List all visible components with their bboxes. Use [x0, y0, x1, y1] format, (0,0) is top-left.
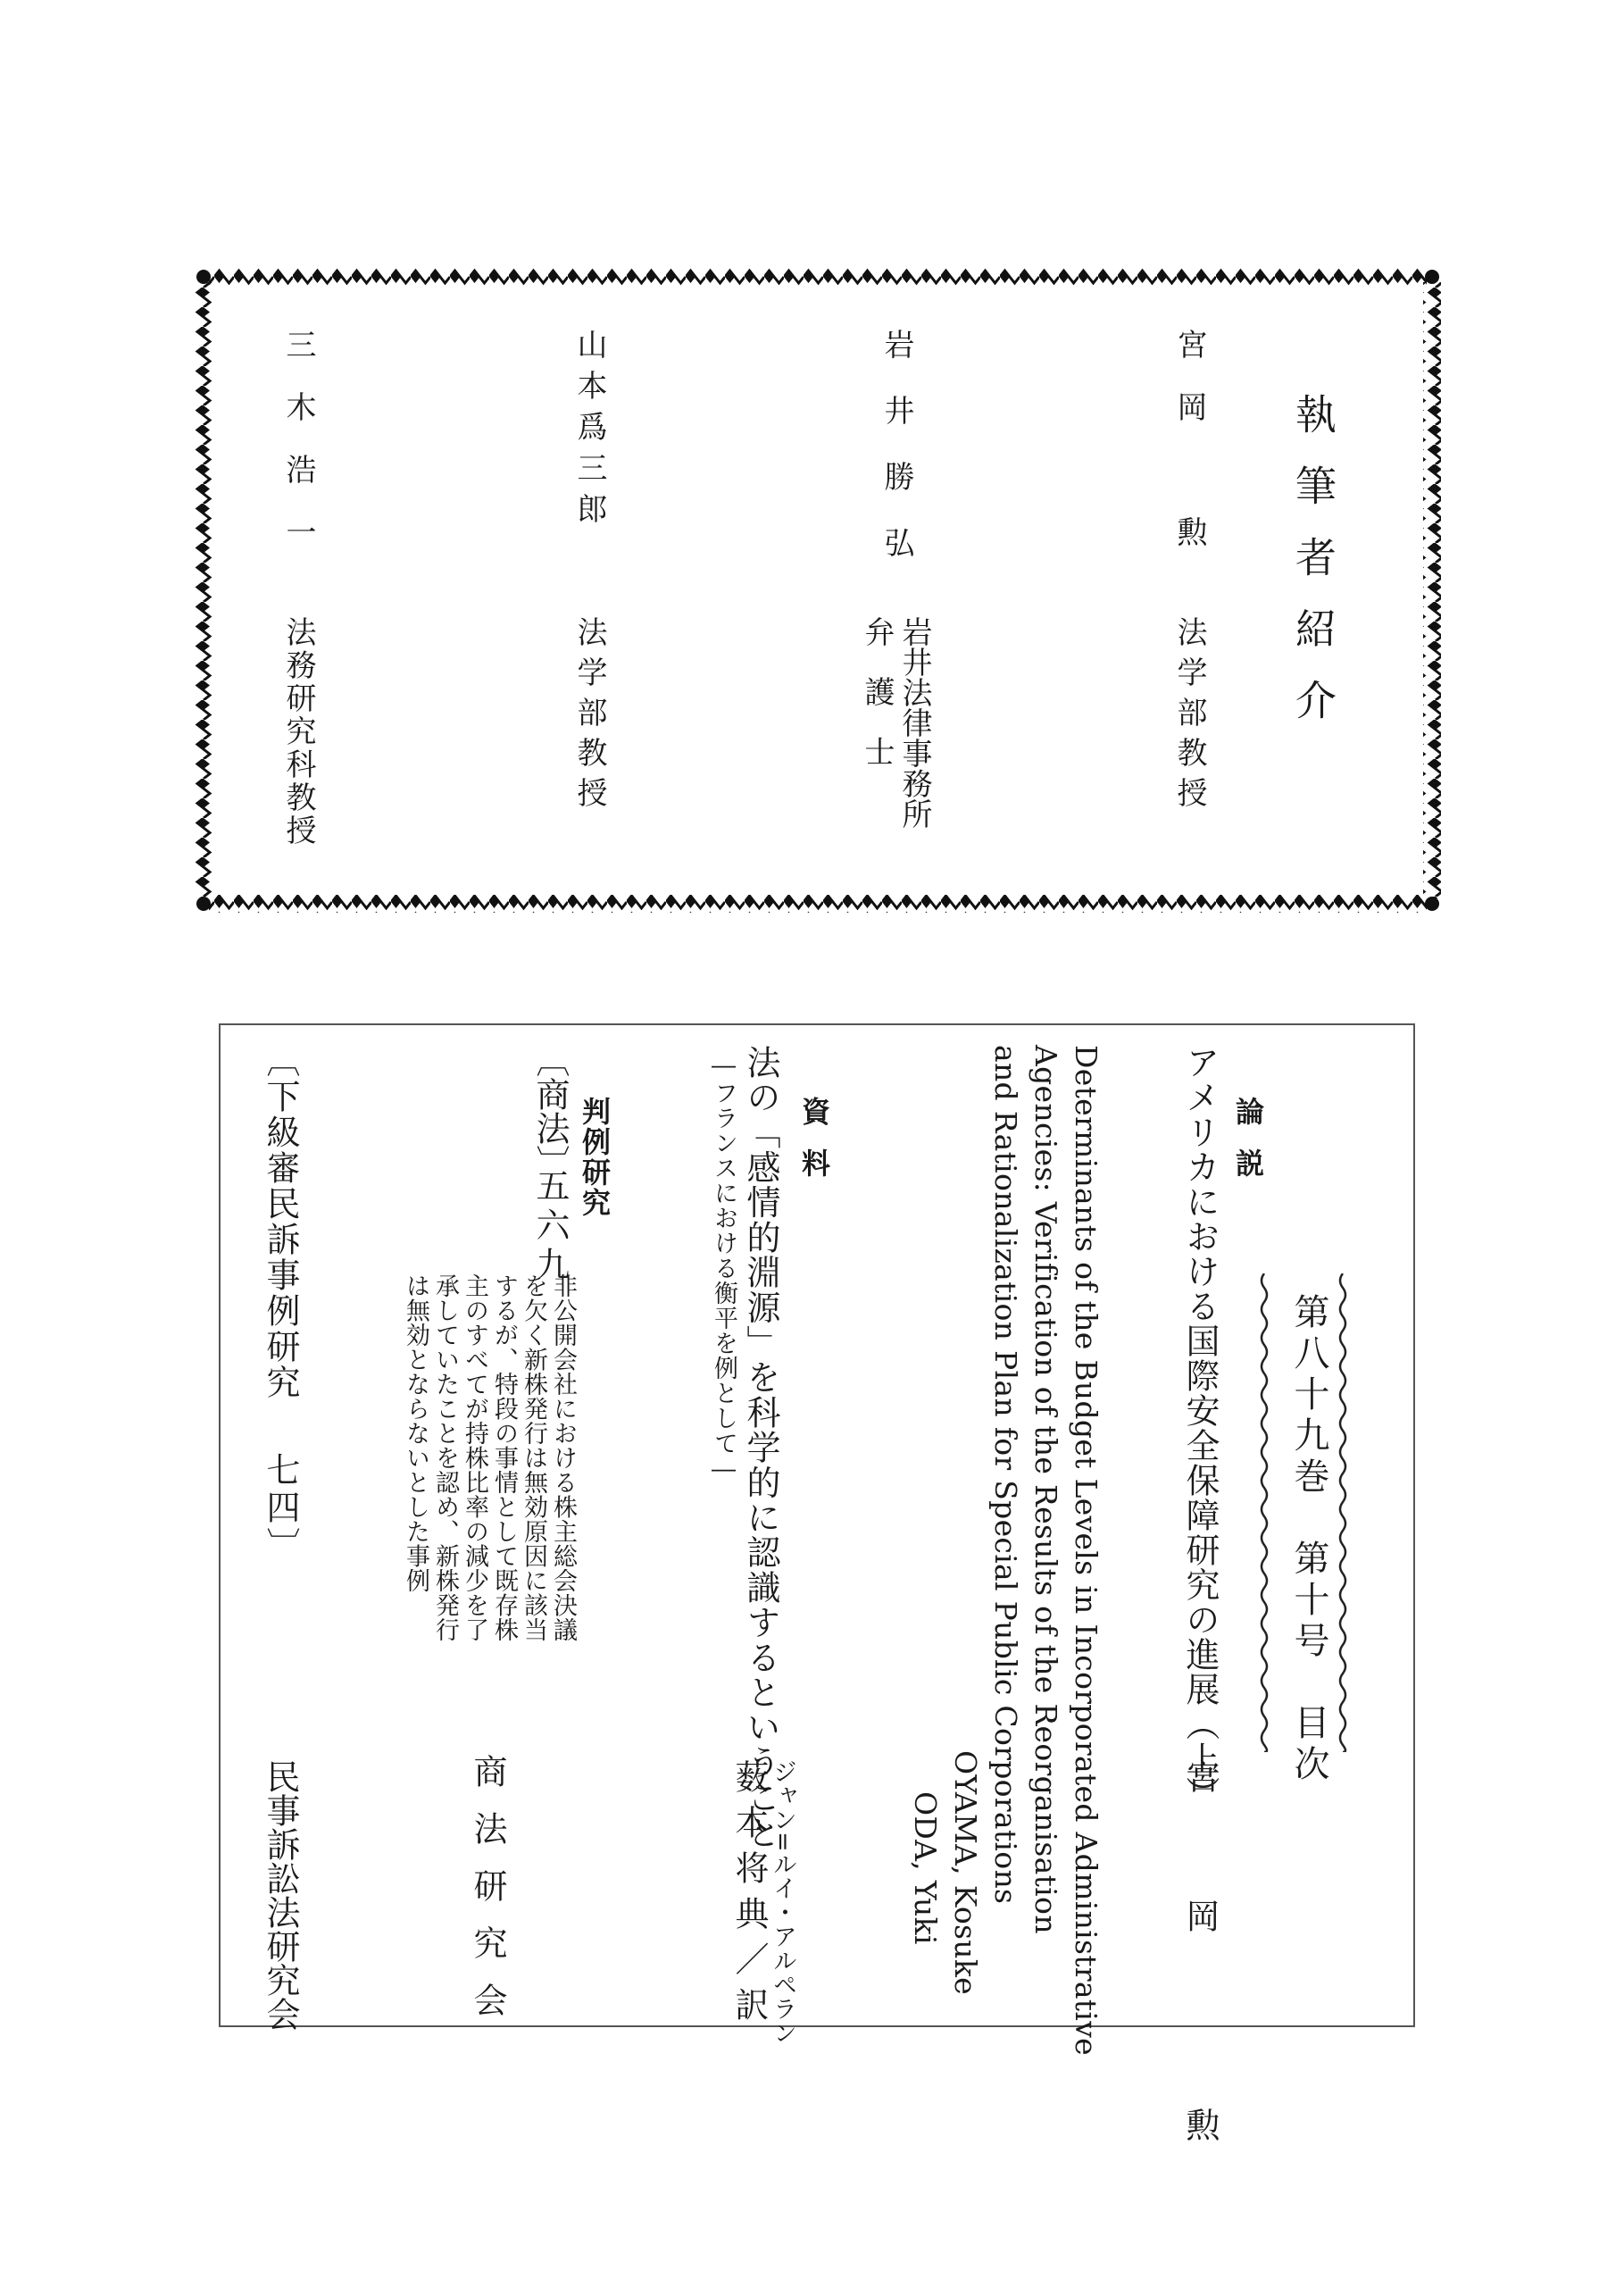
contributors-title: 執筆者紹介 — [1289, 393, 1337, 750]
toc-box — [219, 1023, 1415, 2177]
case-summary-line: を欠く新株発行は無効原因に該当 — [520, 1273, 547, 1642]
section-heading-shiryo: 資料 — [797, 1097, 831, 1200]
contributor-name: 宮岡 勲 — [1171, 329, 1207, 579]
contributor-affiliation: 岩井法律事務所 — [896, 616, 932, 829]
case-summary-line: 非公開会社における株主総会決議 — [549, 1273, 577, 1642]
article-title-en[interactable]: Determinants of the Budget Levels in Incorporated Administrative — [1069, 1045, 1103, 2056]
contributor-name: 山本爲三郎 — [571, 329, 607, 534]
case-category: 〔下級審民訴事例研究 — [261, 1043, 300, 1400]
article-subtitle: ―フランスにおける衡平を例として― — [710, 1052, 737, 1484]
article-author-en: ODA, Yuki — [908, 1791, 943, 1945]
case-category: 〔商法〕 — [530, 1043, 570, 1179]
original-author: ジャン=ルイ・アルペラン — [769, 1759, 796, 2045]
toc-volume-header — [1259, 1273, 1348, 1786]
article-title[interactable]: アメリカにおける国際安全保障研究の進展（上） — [1180, 1045, 1220, 1811]
contributor-affiliation: 弁護士 — [859, 616, 895, 796]
case-author: 商法研究会 — [468, 1754, 507, 2040]
case-summary-line: は無効とならないとした事例 — [402, 1273, 429, 1593]
section-heading-hanrei: 判例研究 — [578, 1097, 612, 1218]
contributor-affiliation: 法学部教授 — [1171, 616, 1207, 817]
toc-volume-title: 第八十九巻 第十号 目次 — [1288, 1293, 1329, 1786]
case-summary-line: 承していたことを認め、新株発行 — [431, 1273, 459, 1642]
translator: 薮本将典／訳 — [729, 1759, 769, 2033]
article-author: 宮 岡 勲 — [1180, 1759, 1220, 2177]
article-author-en: OYAMA, Kosuke — [948, 1750, 983, 1995]
contributor-name: 岩井勝弘 — [879, 329, 914, 593]
case-summary-line: するが、特段の事情として既存株 — [490, 1273, 518, 1642]
decorative-border — [195, 268, 1441, 913]
article-title-en[interactable]: Agencies: Verification of the Results of the Reorganisation — [1029, 1045, 1063, 1934]
case-author: 民事訴訟法研究会 — [261, 1759, 300, 2031]
contributor-name: 三木浩一 — [280, 329, 316, 579]
case-number[interactable]: 七四〕 — [261, 1452, 300, 1565]
contributor-affiliation: 法務研究科教授 — [280, 616, 316, 847]
article-title-en[interactable]: and Rationalization Plan for Special Public Corporations — [988, 1045, 1023, 1905]
article-title[interactable]: 法の「感情的淵源」を科学的に認識するということ — [741, 1045, 780, 1850]
case-summary-line: 主のすべてが持株比率の減少を了 — [461, 1273, 488, 1642]
contributors-box — [195, 268, 1441, 913]
section-heading-ronsetsu: 論説 — [1231, 1097, 1265, 1200]
contributor-affiliation: 法学部教授 — [571, 616, 607, 817]
case-number[interactable]: 五六九 — [530, 1168, 570, 1286]
